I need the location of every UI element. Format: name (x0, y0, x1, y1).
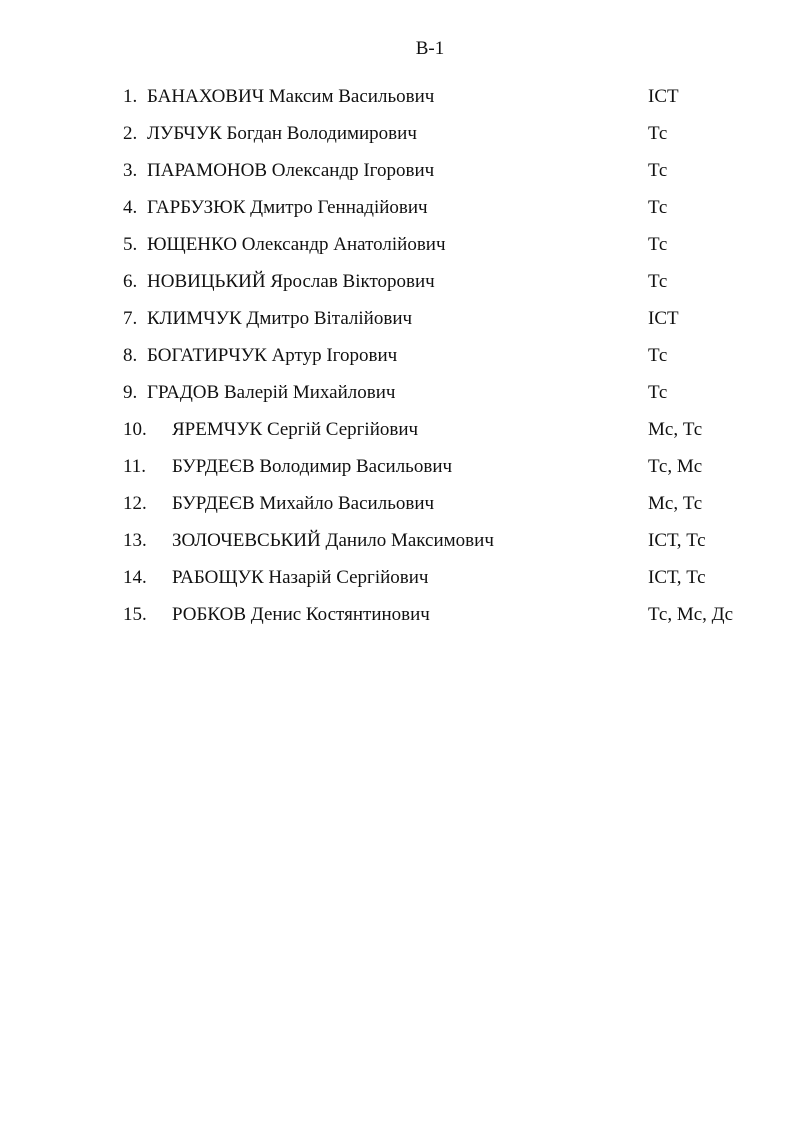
item-number: 14. (123, 567, 147, 588)
item-name: БУРДЕЄВ Михайло Васильович (172, 493, 435, 514)
item-name: БАНАХОВИЧ Максим Васильович (147, 86, 435, 107)
item-category: ІСТ (648, 86, 679, 107)
item-category: ІСТ, Тс (648, 567, 706, 588)
item-number: 9. (123, 382, 138, 403)
list-item (0, 380, 800, 406)
item-category: ІСТ, Тс (648, 530, 706, 551)
item-category: Тс (648, 197, 668, 218)
page-title: В-1 (415, 38, 445, 59)
list-item (0, 454, 800, 480)
item-name: РОБКОВ Денис Костянтинович (172, 604, 430, 625)
list-item (0, 343, 800, 369)
item-name: КЛИМЧУК Дмитро Віталійович (147, 308, 413, 329)
item-number: 1. (123, 86, 138, 107)
item-category: Тс, Мс (648, 456, 703, 477)
item-category: Тс (648, 234, 668, 255)
item-number: 7. (123, 308, 138, 329)
item-number: 6. (123, 271, 138, 292)
list-item (0, 195, 800, 221)
item-number: 8. (123, 345, 138, 366)
item-number: 2. (123, 123, 138, 144)
list-item (0, 417, 800, 443)
item-name: БУРДЕЄВ Володимир Васильович (172, 456, 453, 477)
item-category: Тс (648, 345, 668, 366)
list-item (0, 528, 800, 554)
item-name: РАБОЩУК Назарій Сергійович (172, 567, 429, 588)
item-category: Тс (648, 382, 668, 403)
item-category: Тс, Мс, Дс (648, 604, 734, 625)
list-item (0, 158, 800, 184)
item-name: ГАРБУЗЮК Дмитро Геннадійович (147, 197, 428, 218)
item-category: Мс, Тс (648, 419, 703, 440)
list-item (0, 232, 800, 258)
item-number: 13. (123, 530, 147, 551)
list-item (0, 84, 800, 110)
item-name: ЯРЕМЧУК Сергій Сергійович (172, 419, 419, 440)
item-number: 15. (123, 604, 147, 625)
item-name: НОВИЦЬКИЙ Ярослав Вікторович (147, 271, 435, 292)
item-number: 4. (123, 197, 138, 218)
list-item (0, 269, 800, 295)
item-category: Тс (648, 271, 668, 292)
list-item (0, 491, 800, 517)
list-item (0, 565, 800, 591)
list-item (0, 306, 800, 332)
item-name: БОГАТИРЧУК Артур Ігорович (147, 345, 398, 366)
item-category: Тс (648, 123, 668, 144)
item-number: 12. (123, 493, 147, 514)
list-item (0, 602, 800, 628)
item-name: ГРАДОВ Валерій Михайлович (147, 382, 396, 403)
list-item (0, 121, 800, 147)
item-name: ЛУБЧУК Богдан Володимирович (147, 123, 417, 144)
item-number: 5. (123, 234, 138, 255)
item-category: Тс (648, 160, 668, 181)
item-category: Мс, Тс (648, 493, 703, 514)
item-name: ЮЩЕНКО Олександр Анатолійович (147, 234, 446, 255)
item-number: 11. (123, 456, 147, 477)
item-name: ПАРАМОНОВ Олександр Ігорович (147, 160, 435, 181)
item-category: ІСТ (648, 308, 679, 329)
item-number: 3. (123, 160, 138, 181)
item-name: ЗОЛОЧЕВСЬКИЙ Данило Максимович (172, 530, 494, 551)
item-number: 10. (123, 419, 147, 440)
